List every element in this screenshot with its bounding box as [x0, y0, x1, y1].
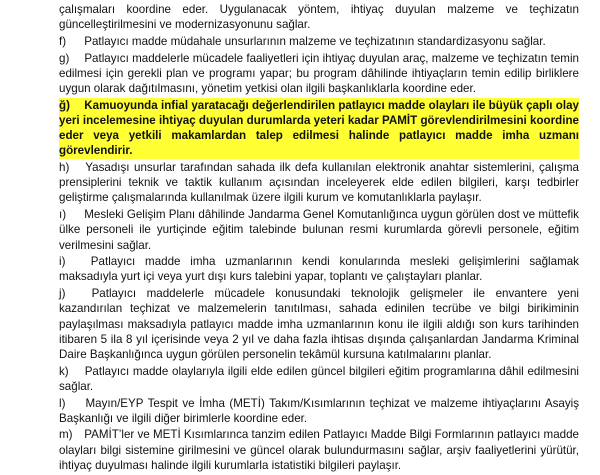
paragraph-text: Patlayıcı madde müdahale unsurlarının malzeme ve teçhizatının standardizasyonu sağlar. — [84, 34, 546, 48]
paragraph-m — [59, 427, 579, 473]
paragraph-marker: h) — [59, 161, 70, 175]
document-page — [59, 2, 579, 475]
paragraph-text: Kamuoyunda infial yaratacağı değerlendirilen patlayıcı madde olayları ile büyük çaplı olay yeri incelemesine ihtiyaç duyulan durumlarda yeteri kadar PAMİT görevlendirilmesini koordine eder veya yetkili makamlardan talep edilmesi halinde patlayıcı madde imha uzmanı görevlendirir. — [59, 98, 579, 158]
paragraph-marker: ğ) — [59, 98, 70, 112]
paragraph-l — [59, 396, 579, 426]
paragraph-text: Mesleki Gelişim Planı dâhilinde Jandarma Genel Komutanlığınca uygun görülen dost ve müttefik ülke personeli ile yurtiçinde eğitim talebinde bulunan resmi kurumlarda görevli personele, eğitim verilmesini sağlar. — [59, 208, 579, 252]
paragraph-g-breve-highlighted — [59, 98, 579, 159]
paragraph-marker: ı) — [59, 208, 67, 222]
paragraph-text: Patlayıcı maddelerle mücadele konusundaki teknolojik gelişmeler ile envantere yeni kazandırılan teçhizat ve malzemelerin tanıtılması, sahada edinilen tecrübe ve bilgi birikiminin paylaşılması maksadıyla patlayıcı madde imha uzmanlarının konu ile ilgili aldığı son kurs tarihinden itibaren 5 ila 8 yıl içerisinde veya 2 yıl ve daha fazla ihtisas dışında çalışanlardan Jandarma Kriminal Daire Başkanlığınca uygun görülen personelin tekâmül kursuna katılmalarını planlar. — [59, 287, 579, 361]
paragraph-marker: k) — [59, 364, 69, 378]
paragraph-g — [59, 51, 579, 97]
paragraph-text: Yasadışı unsurlar tarafından sahada ilk defa kullanılan elektronik anahtar sistemlerini, çalışma prensiplerini teknik ve taktik kullanım açısından inceleyerek elde edilen bilgileri, karşı tedbirler geliştirme çalışmalarında kullanılmak üzere ilgili kurum ve komutanlıklarla paylaşır. — [59, 161, 580, 205]
paragraph-dotless-i — [59, 207, 579, 253]
paragraph-marker: m) — [59, 428, 73, 442]
paragraph-text: Patlayıcı madde imha uzmanlarının kendi konularında mesleki gelişimlerini sağlamak maksadıyla yurt içi veya yurt dışı kurs talebini yapar, toplantı ve çalıştayları planlar. — [59, 255, 579, 284]
paragraph-f — [59, 34, 579, 49]
paragraph-text: PAMİT’ler ve METİ Kısımlarınca tanzim edilen Patlayıcı Madde Bilgi Formlarının patlayıcı madde olayları bilgi sistemine girilmesini ve güncel olarak bulundurmasını sağlar, arşiv faaliyetlerini yürütür, ihtiyaç duyulması halinde ilgili kurumlarla istatistiki bilgileri paylaşır. — [59, 428, 579, 472]
paragraph-i — [59, 254, 579, 284]
paragraph-h — [59, 160, 579, 206]
paragraph-marker: f) — [59, 34, 67, 48]
paragraph-continuation — [59, 2, 579, 32]
paragraph-text: Patlayıcı madde olaylarıyla ilgili elde edilen güncel bilgileri eğitim programlarına dâhil edilmesini sağlar. — [59, 364, 579, 393]
paragraph-j — [59, 286, 579, 362]
paragraph-k — [59, 364, 579, 394]
paragraph-text: Patlayıcı maddelerle mücadele faaliyetleri için ihtiyaç duyulan araç, malzeme ve teçhizatın temin edilmesi için gerekli plan ve programı yapar; bu program dâhilinde ihtiyaçların temin edilip birliklere uygun olarak dağıtılmasını, yönetim yetkisi olan ilgili başkanlıklarla koordine eder. — [59, 51, 579, 96]
paragraph-marker: l) — [59, 396, 66, 410]
paragraph-marker: j) — [59, 287, 66, 301]
paragraph-marker: i) — [59, 255, 66, 269]
paragraph-text: çalışmaları koordine eder. Uygulanacak yöntem, ihtiyaç duyulan malzeme ve teçhizatın güncelleştirilmesini ve modernizasyonunu sağlar. — [59, 3, 579, 32]
paragraph-text: Mayın/EYP Tespit ve İmha (METİ) Takım/Kısımlarının teçhizat ve malzeme ihtiyaçlarını Asayiş Başkanlığı ve ilgili diğer birimlerle koordine eder. — [59, 396, 579, 425]
paragraph-marker: g) — [59, 51, 70, 65]
